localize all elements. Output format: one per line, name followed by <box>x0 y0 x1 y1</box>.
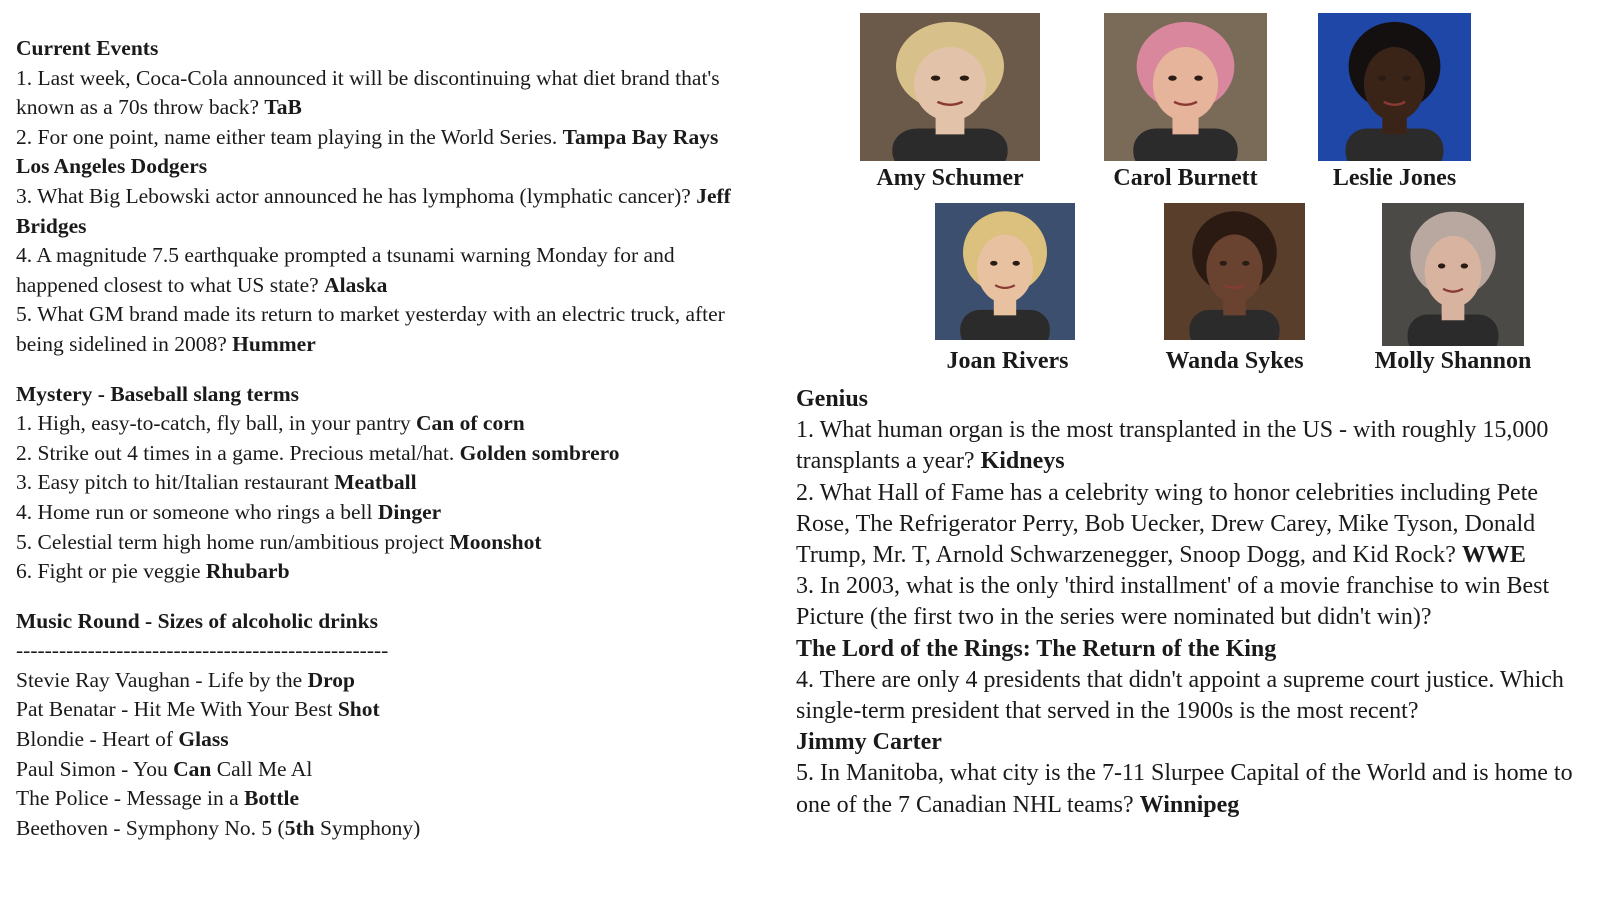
portrait-face <box>1206 235 1262 304</box>
photo-caption: Joan Rivers <box>946 348 1069 374</box>
portrait-face <box>1425 236 1482 308</box>
photo-caption: Carol Burnett <box>1113 165 1258 191</box>
question-item: 4. A magnitude 7.5 earthquake prompted a tsunami warning Monday for and happened closest to what US state? Alaska <box>16 243 675 297</box>
photo-caption: Amy Schumer <box>876 165 1024 191</box>
question-item: 5. In Manitoba, what city is the 7-11 Slurpee Capital of the World and is home to one of the 7 Canadian NHL teams? Winnipeg <box>796 760 1573 818</box>
photo-wanda-sykes <box>1164 203 1305 340</box>
portrait-image <box>860 13 1040 161</box>
section-title: Mystery - Baseball slang terms <box>16 381 300 406</box>
question-item: 1. High, easy-to-catch, fly ball, in your pantry Can of corn <box>16 411 525 436</box>
question-item: 4. There are only 4 presidents that didn't appoint a supreme court justice. Which single-term president that served in the 1900s is the most recent? Jimmy Carter <box>796 666 1564 756</box>
question-item: 2. For one point, name either team playing in the World Series. Tampa Bay Rays Los Angeles Dodgers <box>16 124 719 179</box>
answer: Golden sombrero <box>459 440 620 465</box>
answer: Shot <box>337 697 380 722</box>
photo-amy-schumer <box>860 13 1040 161</box>
answer: 5th <box>284 815 315 840</box>
photo-caption: Wanda Sykes <box>1165 348 1304 374</box>
song-item: Beethoven - Symphony No. 5 (5th Symphony) <box>16 815 421 840</box>
divider-line: ---------------------------------------------------- <box>16 638 389 663</box>
portrait-eye <box>1013 261 1020 266</box>
portrait-eye <box>1220 261 1227 266</box>
section-title: Genius <box>796 386 869 412</box>
question-item: 4. Home run or someone who rings a bell Dinger <box>16 499 442 524</box>
answer: Can of corn <box>416 411 525 436</box>
music-section <box>16 607 736 844</box>
portrait-eye <box>1168 75 1176 80</box>
answer: Drop <box>307 667 355 692</box>
answer: Alaska <box>324 272 388 297</box>
portrait-face <box>914 47 986 121</box>
song-item: The Police - Message in a Bottle <box>16 786 300 811</box>
answer: TaB <box>264 95 302 120</box>
portrait-eye <box>1194 75 1202 80</box>
question-item: 3. In 2003, what is the only 'third installment' of a movie franchise to win Best Picture (the first two in the series were nominated but didn't win)? The Lord of the Rings: The Return of the King <box>796 573 1550 662</box>
portrait-image <box>1318 13 1471 161</box>
answer: Glass <box>178 727 229 752</box>
question-item: 1. Last week, Coca-Cola announced it will be discontinuing what diet brand that's known as a 70s throw back? TaB <box>16 65 720 120</box>
section-title: Music Round - Sizes of alcoholic drinks <box>16 608 378 633</box>
photo-caption: Molly Shannon <box>1374 348 1532 374</box>
answer: Jimmy Carter <box>796 729 942 756</box>
portrait-eye <box>931 75 940 80</box>
question-item: 3. What Big Lebowski actor announced he has lymphoma (lymphatic cancer)? Jeff Bridges <box>16 183 731 238</box>
answer: Rhubarb <box>205 559 290 584</box>
genius-section <box>796 384 1596 821</box>
portrait-eye <box>960 75 969 80</box>
portrait-face <box>977 235 1033 304</box>
answer: Tampa Bay Rays Los Angeles Dodgers <box>16 124 719 179</box>
portrait-image <box>1164 203 1305 340</box>
left-column <box>16 34 736 863</box>
photo-joan-rivers <box>935 203 1075 340</box>
current-events-section <box>16 34 736 360</box>
answer: Moonshot <box>449 529 542 554</box>
portrait-image <box>935 203 1075 340</box>
portrait-image <box>1104 13 1267 161</box>
portrait-eye <box>1378 75 1386 80</box>
answer: WWE <box>1461 542 1526 569</box>
answer: Can <box>173 756 212 781</box>
answer: Hummer <box>232 331 316 356</box>
photo-carol-burnett <box>1104 13 1267 161</box>
photo-caption: Leslie Jones <box>1332 165 1457 191</box>
section-title: Current Events <box>16 36 159 60</box>
answer: The Lord of the Rings: The Return of the King <box>796 635 1277 662</box>
portrait-eye <box>1242 261 1249 266</box>
answer: Dinger <box>377 499 442 524</box>
portrait-eye <box>1403 75 1411 80</box>
answer: Kidneys <box>980 448 1065 475</box>
song-item: Blondie - Heart of Glass <box>16 727 229 752</box>
portrait-eye <box>1438 263 1445 268</box>
song-item: Stevie Ray Vaughan - Life by the Drop <box>16 667 355 692</box>
question-item: 1. What human organ is the most transplanted in the US - with roughly 15,000 transplants a year? Kidneys <box>796 417 1549 475</box>
portrait-face <box>1153 47 1218 121</box>
mystery-section <box>16 380 736 587</box>
song-item: Pat Benatar - Hit Me With Your Best Shot <box>16 697 380 722</box>
portrait-face <box>1364 47 1425 121</box>
answer: Bottle <box>244 786 300 811</box>
answer: Winnipeg <box>1139 791 1240 818</box>
question-item: 5. What GM brand made its return to market yesterday with an electric truck, after being sidelined in 2008? Hummer <box>16 302 725 356</box>
answer: Meatball <box>334 470 417 495</box>
question-item: 3. Easy pitch to hit/Italian restaurant Meatball <box>16 470 417 495</box>
question-item: 2. Strike out 4 times in a game. Precious metal/hat. Golden sombrero <box>16 440 620 465</box>
question-item: 2. What Hall of Fame has a celebrity wing to honor celebrities including Pete Rose, The Refrigerator Perry, Bob Uecker, Drew Carey, Mike Tyson, Donald Trump, Mr. T, Arnold Schwarzenegger, Snoop Dogg, and Kid Rock? WWE <box>796 479 1539 569</box>
portrait-eye <box>990 261 997 266</box>
question-item: 5. Celestial term high home run/ambitious project Moonshot <box>16 529 542 554</box>
portrait-image <box>1382 203 1524 346</box>
song-item: Paul Simon - You Can Call Me Al <box>16 756 313 781</box>
photo-leslie-jones <box>1318 13 1471 161</box>
question-item: 6. Fight or pie veggie Rhubarb <box>16 559 290 584</box>
answer: Jeff Bridges <box>16 183 731 238</box>
photo-molly-shannon <box>1382 203 1524 346</box>
portrait-eye <box>1461 263 1468 268</box>
